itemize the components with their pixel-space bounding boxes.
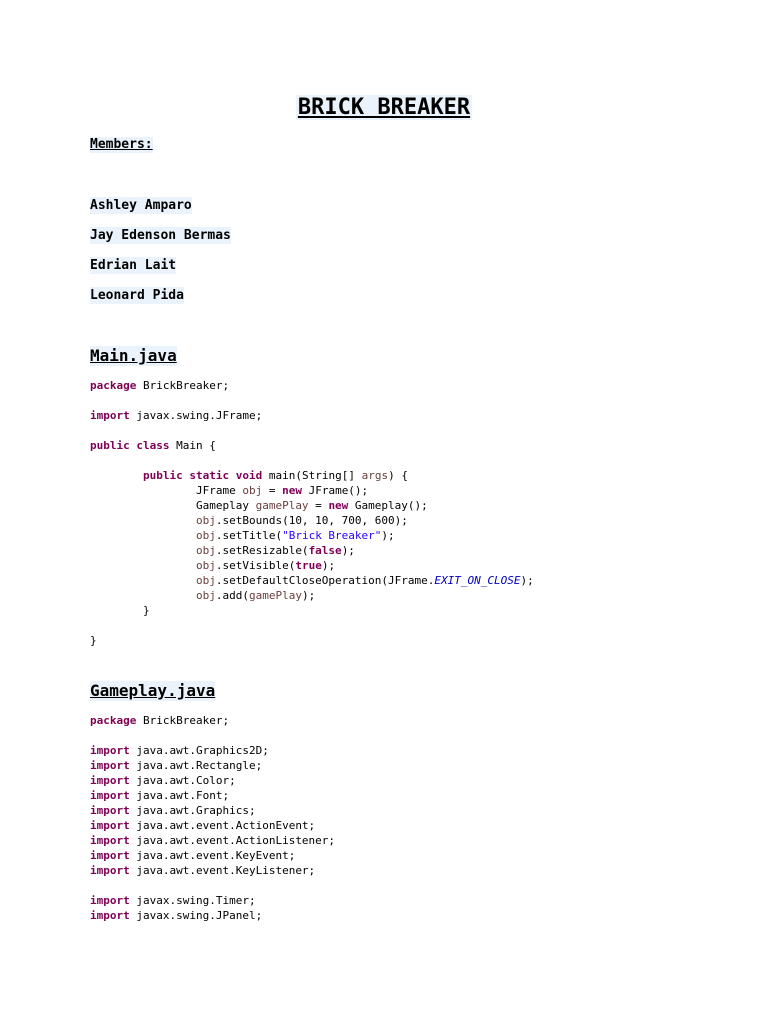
code-line: package BrickBreaker; <box>90 714 230 727</box>
member-name: Leonard Pida <box>90 288 184 303</box>
member-name: Ashley Amparo <box>90 198 192 213</box>
code-line: obj.setDefaultCloseOperation(JFrame.EXIT_ON_CLOSE); <box>195 574 534 587</box>
member-name: Jay Edenson Bermas <box>90 228 231 243</box>
member-name: Edrian Lait <box>90 258 177 273</box>
code-line: import javax.swing.JFrame; <box>90 409 263 422</box>
code-line: import javax.swing.JPanel; <box>90 909 263 922</box>
code-line: import java.awt.Color; <box>90 774 236 787</box>
code-line: package BrickBreaker; <box>90 379 230 392</box>
code-line: import java.awt.event.KeyListener; <box>90 864 316 877</box>
code-line: import java.awt.Font; <box>90 789 230 802</box>
file-heading-gameplay-java: Gameplay.java <box>90 681 216 700</box>
code-line: obj.add(gamePlay); <box>195 589 316 602</box>
document-title-text: BRICK BREAKER <box>297 95 471 120</box>
code-line: import java.awt.Graphics2D; <box>90 744 269 757</box>
code-line: JFrame obj = new JFrame(); <box>90 484 369 497</box>
code-line: Gameplay gamePlay = new Gameplay(); <box>90 499 428 512</box>
code-line: obj.setBounds(10, 10, 700, 600); <box>195 514 408 527</box>
code-line: import java.awt.Rectangle; <box>90 759 263 772</box>
code-line: public class Main { <box>90 439 216 452</box>
code-line: obj.setResizable(false); <box>195 544 355 557</box>
code-line: import java.awt.event.ActionListener; <box>90 834 336 847</box>
code-line: import javax.swing.Timer; <box>90 894 256 907</box>
document-title <box>0 94 768 122</box>
code-line: obj.setVisible(true); <box>195 559 336 572</box>
code-line: import java.awt.event.KeyEvent; <box>90 849 296 862</box>
code-block-gameplay-java <box>90 713 335 923</box>
code-line: } <box>90 634 97 647</box>
members-label: Members: <box>90 137 153 152</box>
code-block-main-java <box>90 378 534 648</box>
code-line: import java.awt.event.ActionEvent; <box>90 819 316 832</box>
code-line: } <box>90 604 150 617</box>
file-heading-main-java: Main.java <box>90 346 177 365</box>
code-line: obj.setTitle("Brick Breaker"); <box>195 529 395 542</box>
code-line: public static void main(String[] args) { <box>142 469 408 482</box>
code-line: import java.awt.Graphics; <box>90 804 256 817</box>
